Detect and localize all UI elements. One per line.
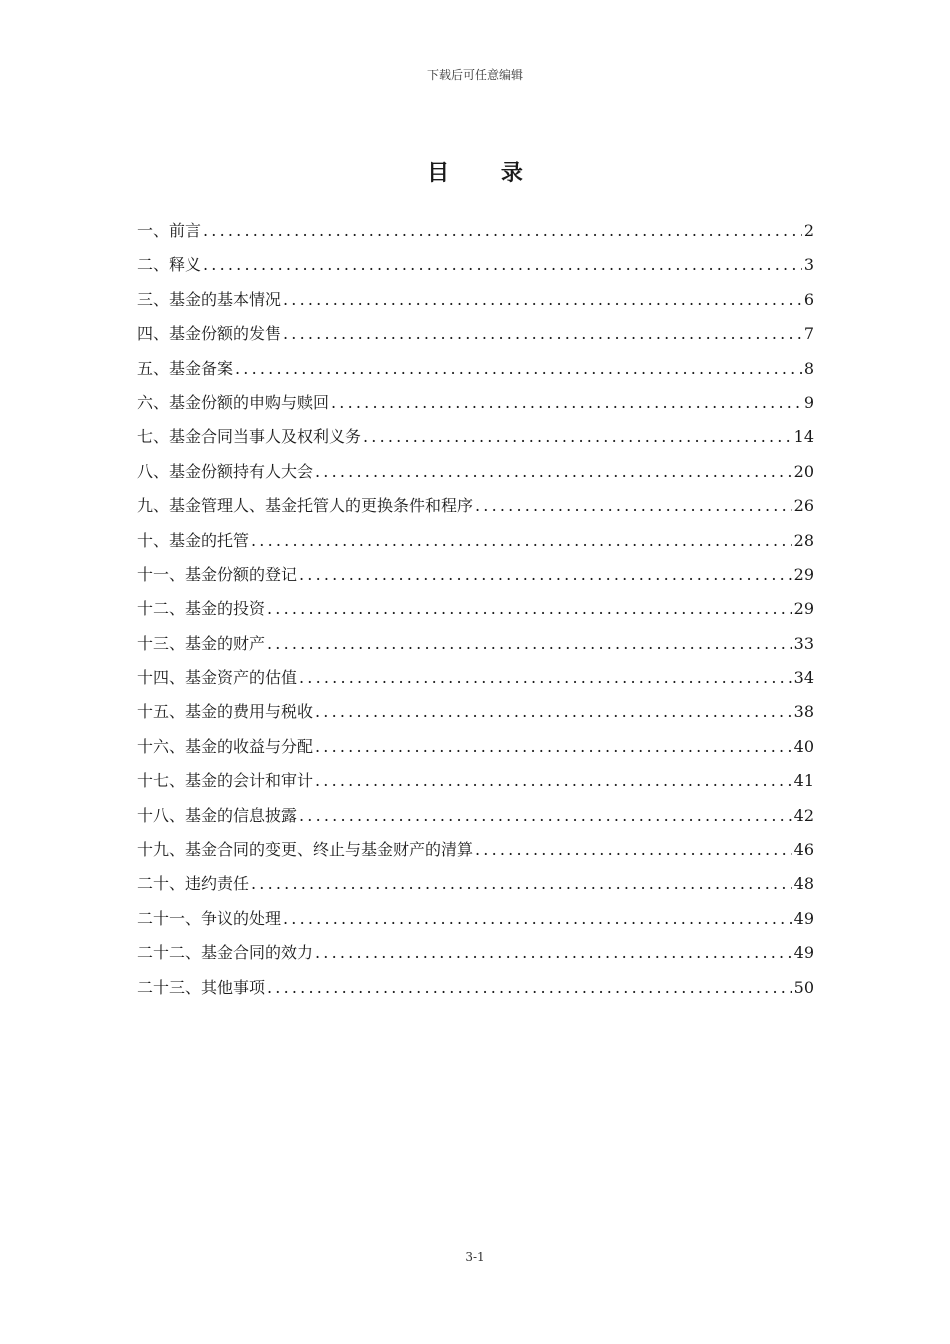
toc-entry[interactable] [137,871,814,905]
toc-dot-leader [331,390,802,416]
toc-entry[interactable] [137,975,814,1009]
toc-entry[interactable] [137,699,814,733]
toc-entry-label: 十四、基金资产的估值 [137,668,298,688]
toc-entry-page: 20 [793,461,814,481]
toc-entry-label: 十三、基金的财产 [137,633,266,653]
toc-entry-label: 二十、违约责任 [137,874,250,894]
toc-entry[interactable] [137,528,814,562]
toc-entry-label: 六、基金份额的申购与赎回 [137,392,330,412]
toc-entry-page: 33 [793,633,814,653]
toc-dot-leader [203,218,802,244]
toc-entry-page: 41 [793,771,814,791]
toc-entry[interactable] [137,631,814,665]
toc-dot-leader [315,940,792,966]
toc-entry-label: 七、基金合同当事人及权利义务 [137,427,362,447]
toc-entry-label: 二十二、基金合同的效力 [137,943,314,963]
toc-entry-label: 十七、基金的会计和审计 [137,771,314,791]
toc-entry-page: 49 [793,943,814,963]
toc-entry[interactable] [137,940,814,974]
toc-entry-label: 十八、基金的信息披露 [137,805,298,825]
toc-dot-leader [363,424,792,450]
toc-dot-leader [283,287,802,313]
toc-entry[interactable] [137,768,814,802]
toc-entry-label: 十一、基金份额的登记 [137,564,298,584]
toc-entry-page: 40 [793,736,814,756]
toc-entry[interactable] [137,803,814,837]
toc-entry-label: 十九、基金合同的变更、终止与基金财产的清算 [137,840,474,860]
toc-entry-page: 46 [793,840,814,860]
toc-entry[interactable] [137,562,814,596]
toc-entry-page: 29 [793,599,814,619]
toc-entry-page: 3 [803,255,814,275]
toc-entry-page: 50 [793,977,814,997]
toc-entry-page: 49 [793,908,814,928]
toc-entry[interactable] [137,390,814,424]
toc-entry[interactable] [137,218,814,252]
toc-entry[interactable] [137,665,814,699]
toc-entry-page: 7 [803,324,814,344]
toc-dot-leader [283,321,802,347]
toc-entry[interactable] [137,459,814,493]
toc-entry-page: 34 [793,668,814,688]
toc-entry-label: 二十三、其他事项 [137,977,266,997]
toc-entry[interactable] [137,252,814,286]
toc-entry-label: 十六、基金的收益与分配 [137,736,314,756]
toc-dot-leader [267,631,792,657]
toc-entry-page: 29 [793,564,814,584]
toc-entry[interactable] [137,321,814,355]
toc-entry[interactable] [137,837,814,871]
toc-dot-leader [251,871,792,897]
toc-dot-leader [315,768,792,794]
toc-dot-leader [299,665,792,691]
toc-entry-page: 14 [793,427,814,447]
toc-entry-label: 五、基金备案 [137,358,234,378]
toc-entry[interactable] [137,356,814,390]
toc-entry-page: 6 [803,289,814,309]
toc-entry-page: 28 [793,530,814,550]
toc-entry-label: 一、前言 [137,221,202,240]
toc-entry-label: 二、释义 [137,255,202,275]
toc-title: 目 录 [427,160,545,186]
toc-entry-page: 2 [803,221,814,240]
toc-dot-leader [315,459,792,485]
toc-entry-label: 三、基金的基本情况 [137,289,282,309]
toc-dot-leader [475,837,792,863]
toc-dot-leader [267,975,792,1001]
toc-entry-label: 十、基金的托管 [137,530,250,550]
toc-dot-leader [251,528,792,554]
toc-dot-leader [203,252,802,278]
toc-entry-label: 九、基金管理人、基金托管人的更换条件和程序 [137,496,474,516]
toc-entry-label: 八、基金份额持有人大会 [137,461,314,481]
toc-entry-page: 38 [793,702,814,722]
toc-dot-leader [299,562,792,588]
toc-dot-leader [315,734,792,760]
toc-dot-leader [475,493,792,519]
table-of-contents [137,218,814,1009]
toc-entry-label: 四、基金份额的发售 [137,324,282,344]
toc-dot-leader [299,803,792,829]
toc-entry-page: 8 [803,358,814,378]
toc-entry-label: 二十一、争议的处理 [137,908,282,928]
toc-dot-leader [315,699,792,725]
toc-dot-leader [235,356,802,382]
toc-entry[interactable] [137,287,814,321]
toc-entry[interactable] [137,906,814,940]
toc-entry-page: 48 [793,874,814,894]
toc-entry-page: 26 [793,496,814,516]
toc-entry-page: 42 [793,805,814,825]
toc-entry[interactable] [137,734,814,768]
toc-entry[interactable] [137,596,814,630]
footer-page-number: 3-1 [465,1250,485,1264]
header-note: 下载后可任意编辑 [426,68,523,82]
toc-entry-label: 十二、基金的投资 [137,599,266,619]
toc-entry-label: 十五、基金的费用与税收 [137,702,314,722]
toc-dot-leader [283,906,792,932]
toc-dot-leader [267,596,792,622]
toc-entry[interactable] [137,424,814,458]
toc-entry[interactable] [137,493,814,527]
toc-entry-page: 9 [803,392,814,412]
